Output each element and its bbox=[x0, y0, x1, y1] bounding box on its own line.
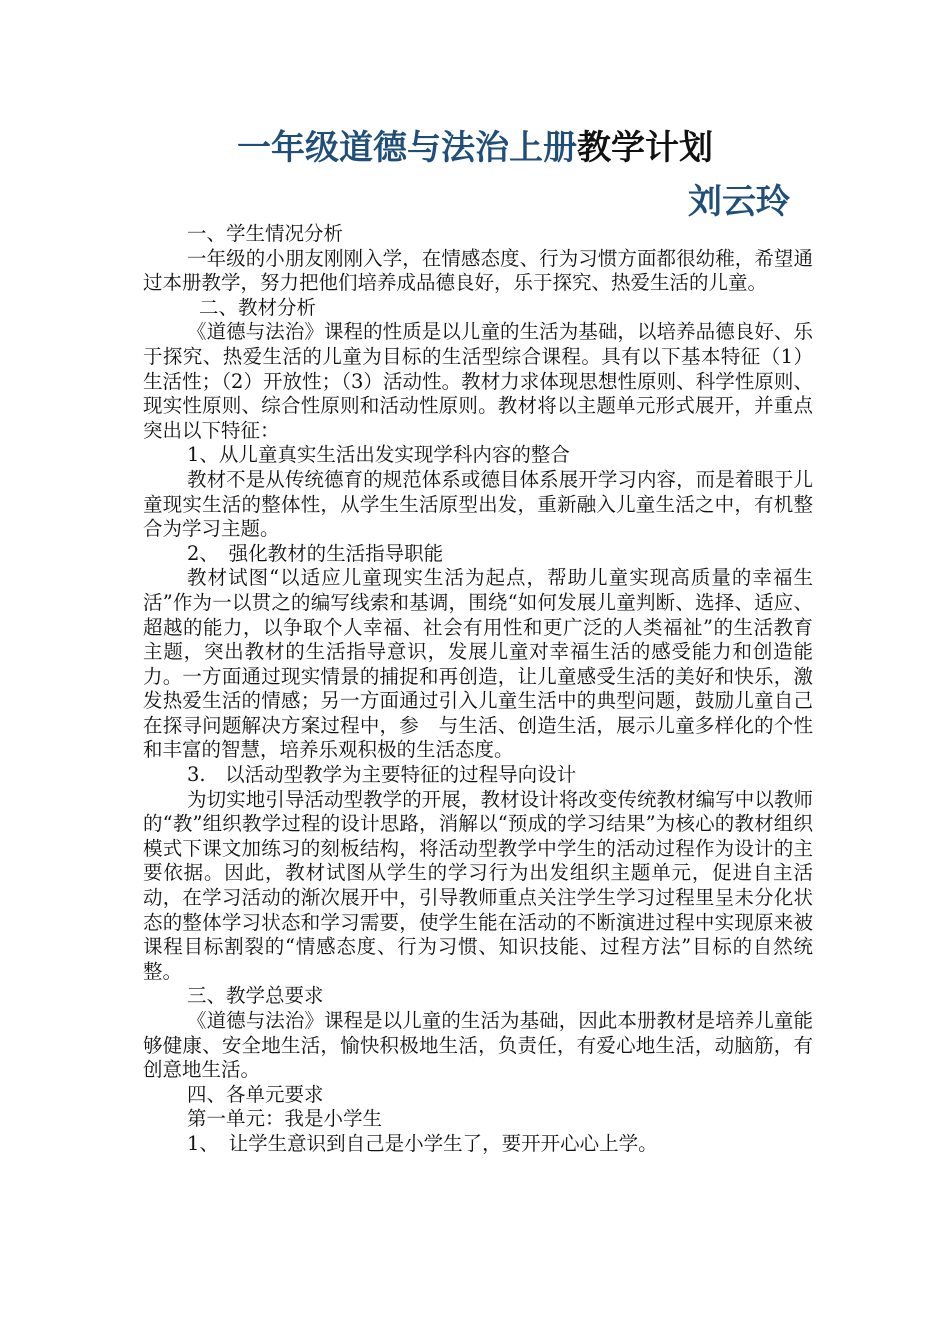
subheading: 2、 强化教材的生活指导职能 bbox=[187, 541, 444, 565]
paragraph: 一年级的小朋友刚刚入学，在情感态度、行为习惯方面都很幼稚，希望通过本册教学，努力把他们培养成品德良好，乐于探究、热爱生活的儿童。 bbox=[143, 246, 813, 295]
paragraph: 教材不是从传统德育的规范体系或德目体系展开学习内容，而是着眼于儿童现实生活的整体性，从学生生活原型出发，重新融入儿童生活之中，有机整合为学习主题。 bbox=[143, 467, 813, 541]
subheading: 3. 以活动型教学为主要特征的过程导向设计 bbox=[187, 763, 577, 787]
list-item: 1、 让学生意识到自己是小学生了，要开开心心上学。 bbox=[187, 1131, 658, 1155]
unit-heading: 第一单元：我是小学生 bbox=[187, 1107, 383, 1131]
paragraph: 《道德与法治》课程是以儿童的生活为基础，因此本册教材是培养儿童能够健康、安全地生活，愉快积极地生活，负责任，有爱心地生活，动脑筋，有创意地生活。 bbox=[143, 1009, 813, 1082]
subheading: 1、从儿童真实生活出发实现学科内容的整合 bbox=[187, 443, 570, 467]
document-title bbox=[0, 124, 950, 172]
paragraph: 教材试图“以适应儿童现实生活为起点，帮助儿童实现高质量的幸福生活”作为一以贯之的编写线索和基调，围绕“如何发展儿童判断、选择、适应、超越的能力，以争取个人幸福、社会有用性和更广泛的人类福祉”的生活教育主题，突出教材的生活指导意识，发展儿童对幸福生活的感受能力和创造能力。一方面通过现实情景的捕捉和再创造，让儿童感受生活的美好和快乐，激发热爱生活的情感；另一方面通过引入儿童生活中的典型问题，鼓励儿童自己在探寻问题解决方案过程中，参 与生活、创造生活，展示儿童多样化的个性和丰富的智慧，培养乐观积极的生活态度。 bbox=[143, 566, 813, 762]
section-heading-textbook-analysis: 二、教材分析 bbox=[199, 295, 317, 319]
section-heading-unit-requirements: 四、各单元要求 bbox=[187, 1082, 324, 1106]
title-black-part: 教学计划 bbox=[577, 128, 713, 168]
section-heading-student-analysis: 一、学生情况分析 bbox=[187, 222, 344, 245]
title-blue-part: 一年级道德与法治上册 bbox=[237, 128, 577, 168]
section-heading-teaching-requirements: 三、教学总要求 bbox=[187, 984, 324, 1008]
document-body bbox=[143, 222, 813, 1157]
paragraph: 为切实地引导活动型教学的开展，教材设计将改变传统教材编写中以教师的“教”组织教学过程的设计思路，消解以“预成的学习结果”为核心的教材组织模式下课文加练习的刻板结构，将活动型教学中学生的活动过程作为设计的主要依据。因此，教材试图从学生的学习行为出发组织主题单元，促进自主活动，在学习活动的渐次展开中，引导教师重点关注学生学习过程里呈未分化状态的整体学习状态和学习需要，使学生能在活动的不断演进过程中实现原来被课程目标割裂的“情感态度、行为习惯、知识技能、过程方法”目标的自然统整。 bbox=[143, 787, 813, 983]
paragraph: 《道德与法治》课程的性质是以儿童的生活为基础，以培养品德良好、乐于探究、热爱生活的儿童为目标的生活型综合课程。具有以下基本特征（1）生活性；（2）开放性；（3）活动性。教材力求体现思想性原则、科学性原则、现实性原则、综合性原则和活动性原则。教材将以主题单元形式展开，并重点突出以下特征： bbox=[143, 320, 813, 442]
author-name: 刘云玲 bbox=[688, 182, 790, 222]
